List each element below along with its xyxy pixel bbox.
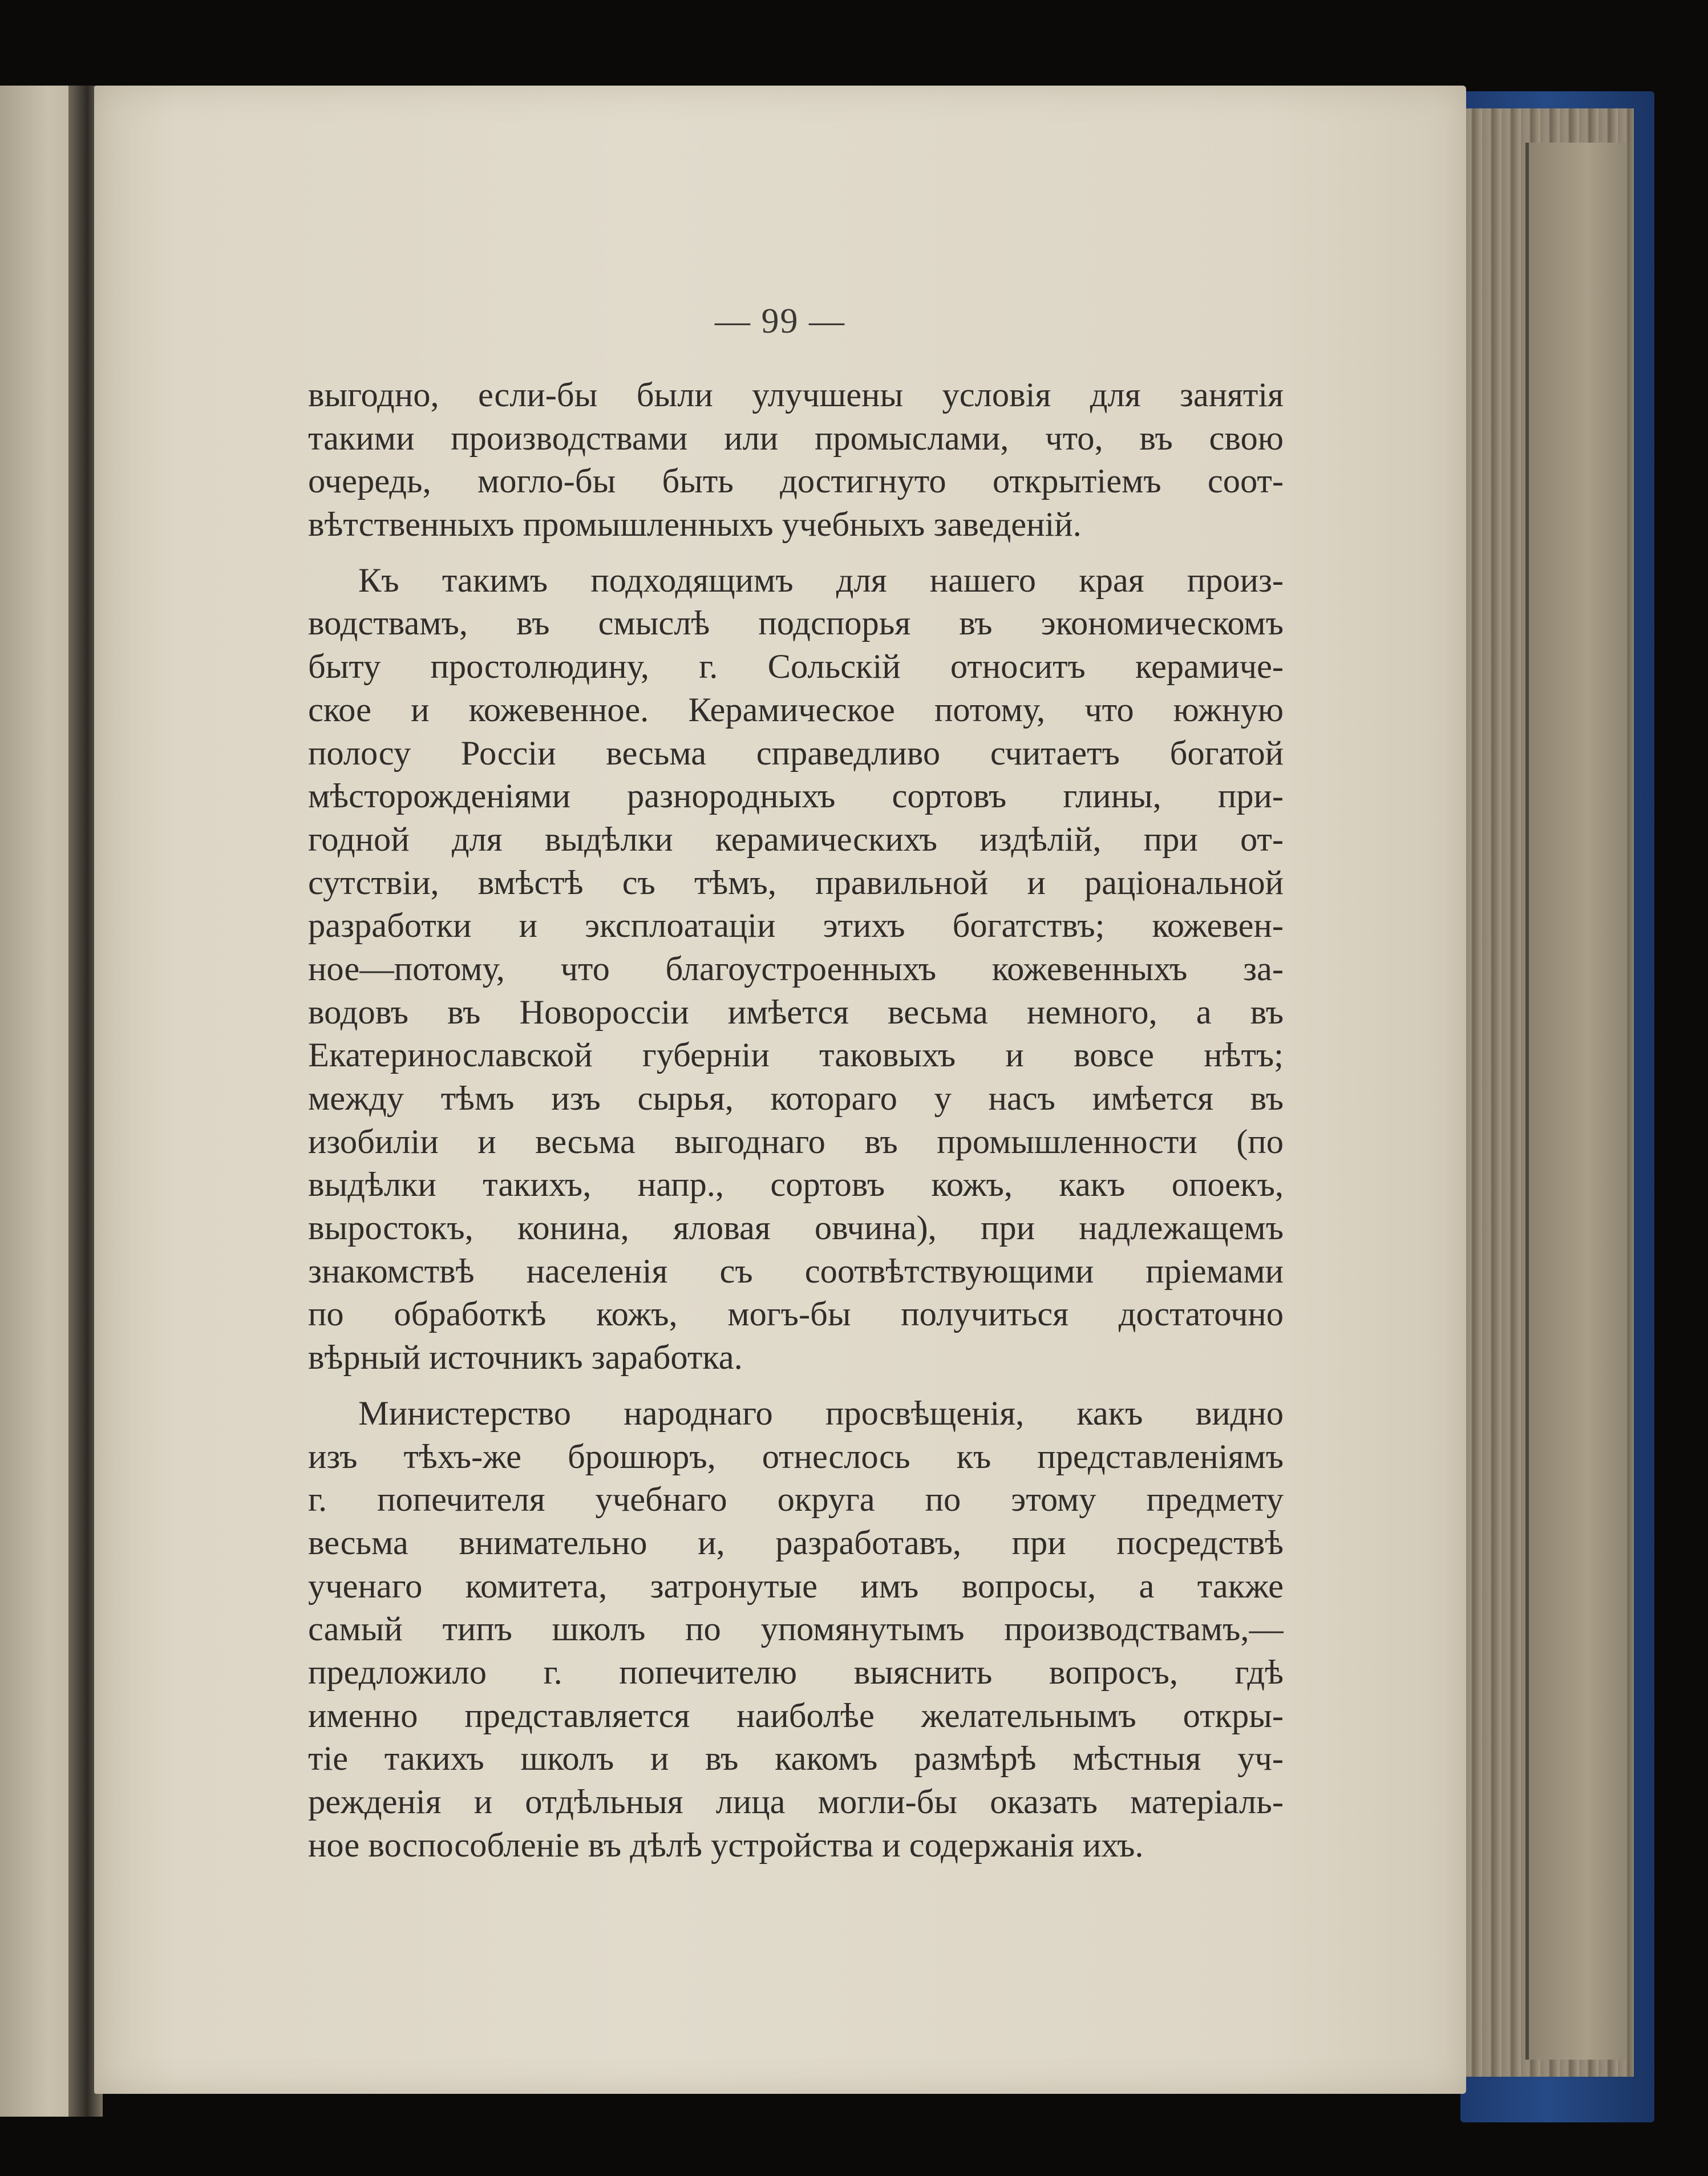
- book-page: [94, 86, 1466, 2094]
- text-line: Екатеринославской губерніи таковыхъ и вовсе нѣтъ;: [308, 1036, 1284, 1075]
- text-line: изобиліи и весьма выгоднаго въ промышленности (по: [308, 1122, 1284, 1161]
- paragraph-gap: [308, 1380, 1284, 1392]
- text-line: выростокъ, конина, яловая овчина), при надлежащемъ: [308, 1209, 1284, 1248]
- text-line: быту простолюдину, г. Сольскій относитъ керамиче-: [308, 648, 1284, 686]
- text-line: вѣтственныхъ промышленныхъ учебныхъ заведеній.: [308, 505, 1082, 544]
- text-line: по обработкѣ кожъ, могъ-бы получиться достаточно: [308, 1295, 1284, 1334]
- text-line: изъ тѣхъ-же брошюръ, отнеслось къ представленіямъ: [308, 1437, 1284, 1476]
- text-line: вѣрный источникъ заработка.: [308, 1338, 743, 1377]
- text-line: ное—потому, что благоустроенныхъ кожевенныхъ за-: [308, 949, 1284, 988]
- page-edges: [1460, 108, 1634, 2077]
- text-line: ское и кожевенное. Керамическое потому, что южную: [308, 690, 1284, 729]
- text-line: Министерство народнаго просвѣщенія, какъ видно: [358, 1394, 1284, 1433]
- text-line: мѣсторожденіями разнородныхъ сортовъ глины, при-: [308, 777, 1284, 816]
- text-line: Къ такимъ подходящимъ для нашего края произ-: [358, 561, 1284, 600]
- text-line: очередь, могло-бы быть достигнуто открытіемъ соот-: [308, 462, 1284, 501]
- text-line: выгодно, если-бы были улучшены условія для занятія: [308, 376, 1284, 414]
- text-line: выдѣлки такихъ, напр., сортовъ кожъ, какъ опоекъ,: [308, 1166, 1284, 1204]
- page-text: [308, 374, 1284, 1867]
- text-line: тіе такихъ школъ и въ какомъ размѣрѣ мѣстныя уч-: [308, 1740, 1284, 1778]
- text-line: самый типъ школъ по упомянутымъ производствамъ,—: [308, 1610, 1284, 1649]
- text-line: ное воспособленіе въ дѣлѣ устройства и содержанія ихъ.: [308, 1826, 1144, 1864]
- text-line: годной для выдѣлки керамическихъ издѣлій, при от-: [308, 820, 1284, 859]
- paragraph-gap: [308, 547, 1284, 559]
- text-line: разработки и эксплоатаціи этихъ богатствъ; кожевен-: [308, 907, 1284, 945]
- text-line: предложило г. попечителю выяснить вопросъ, гдѣ: [308, 1653, 1284, 1692]
- page-edges-inner: [1525, 143, 1626, 2060]
- text-line: именно представляется наиболѣе желательнымъ откры-: [308, 1696, 1284, 1735]
- text-line: ученаго комитета, затронутые имъ вопросы, а также: [308, 1567, 1284, 1605]
- text-line: водовъ въ Новороссіи имѣется весьма немного, а въ: [308, 993, 1284, 1032]
- text-line: весьма внимательно и, разработавъ, при посредствѣ: [308, 1523, 1284, 1562]
- text-line: водствамъ, въ смыслѣ подспорья въ экономическомъ: [308, 604, 1284, 643]
- text-line: сутствіи, вмѣстѣ съ тѣмъ, правильной и раціональной: [308, 863, 1284, 902]
- page-number: — 99 —: [715, 302, 845, 341]
- text-line: знакомствѣ населенія съ соотвѣтствующими пріемами: [308, 1252, 1284, 1291]
- text-line: между тѣмъ изъ сырья, котораго у насъ имѣется въ: [308, 1079, 1284, 1118]
- text-line: режденія и отдѣльныя лица могли-бы оказать матеріаль-: [308, 1783, 1284, 1821]
- text-line: такими производствами или промыслами, что, въ свою: [308, 419, 1284, 458]
- text-line: полосу Россіи весьма справедливо считаетъ богатой: [308, 734, 1284, 772]
- text-line: г. попечителя учебнаго округа по этому предмету: [308, 1481, 1284, 1519]
